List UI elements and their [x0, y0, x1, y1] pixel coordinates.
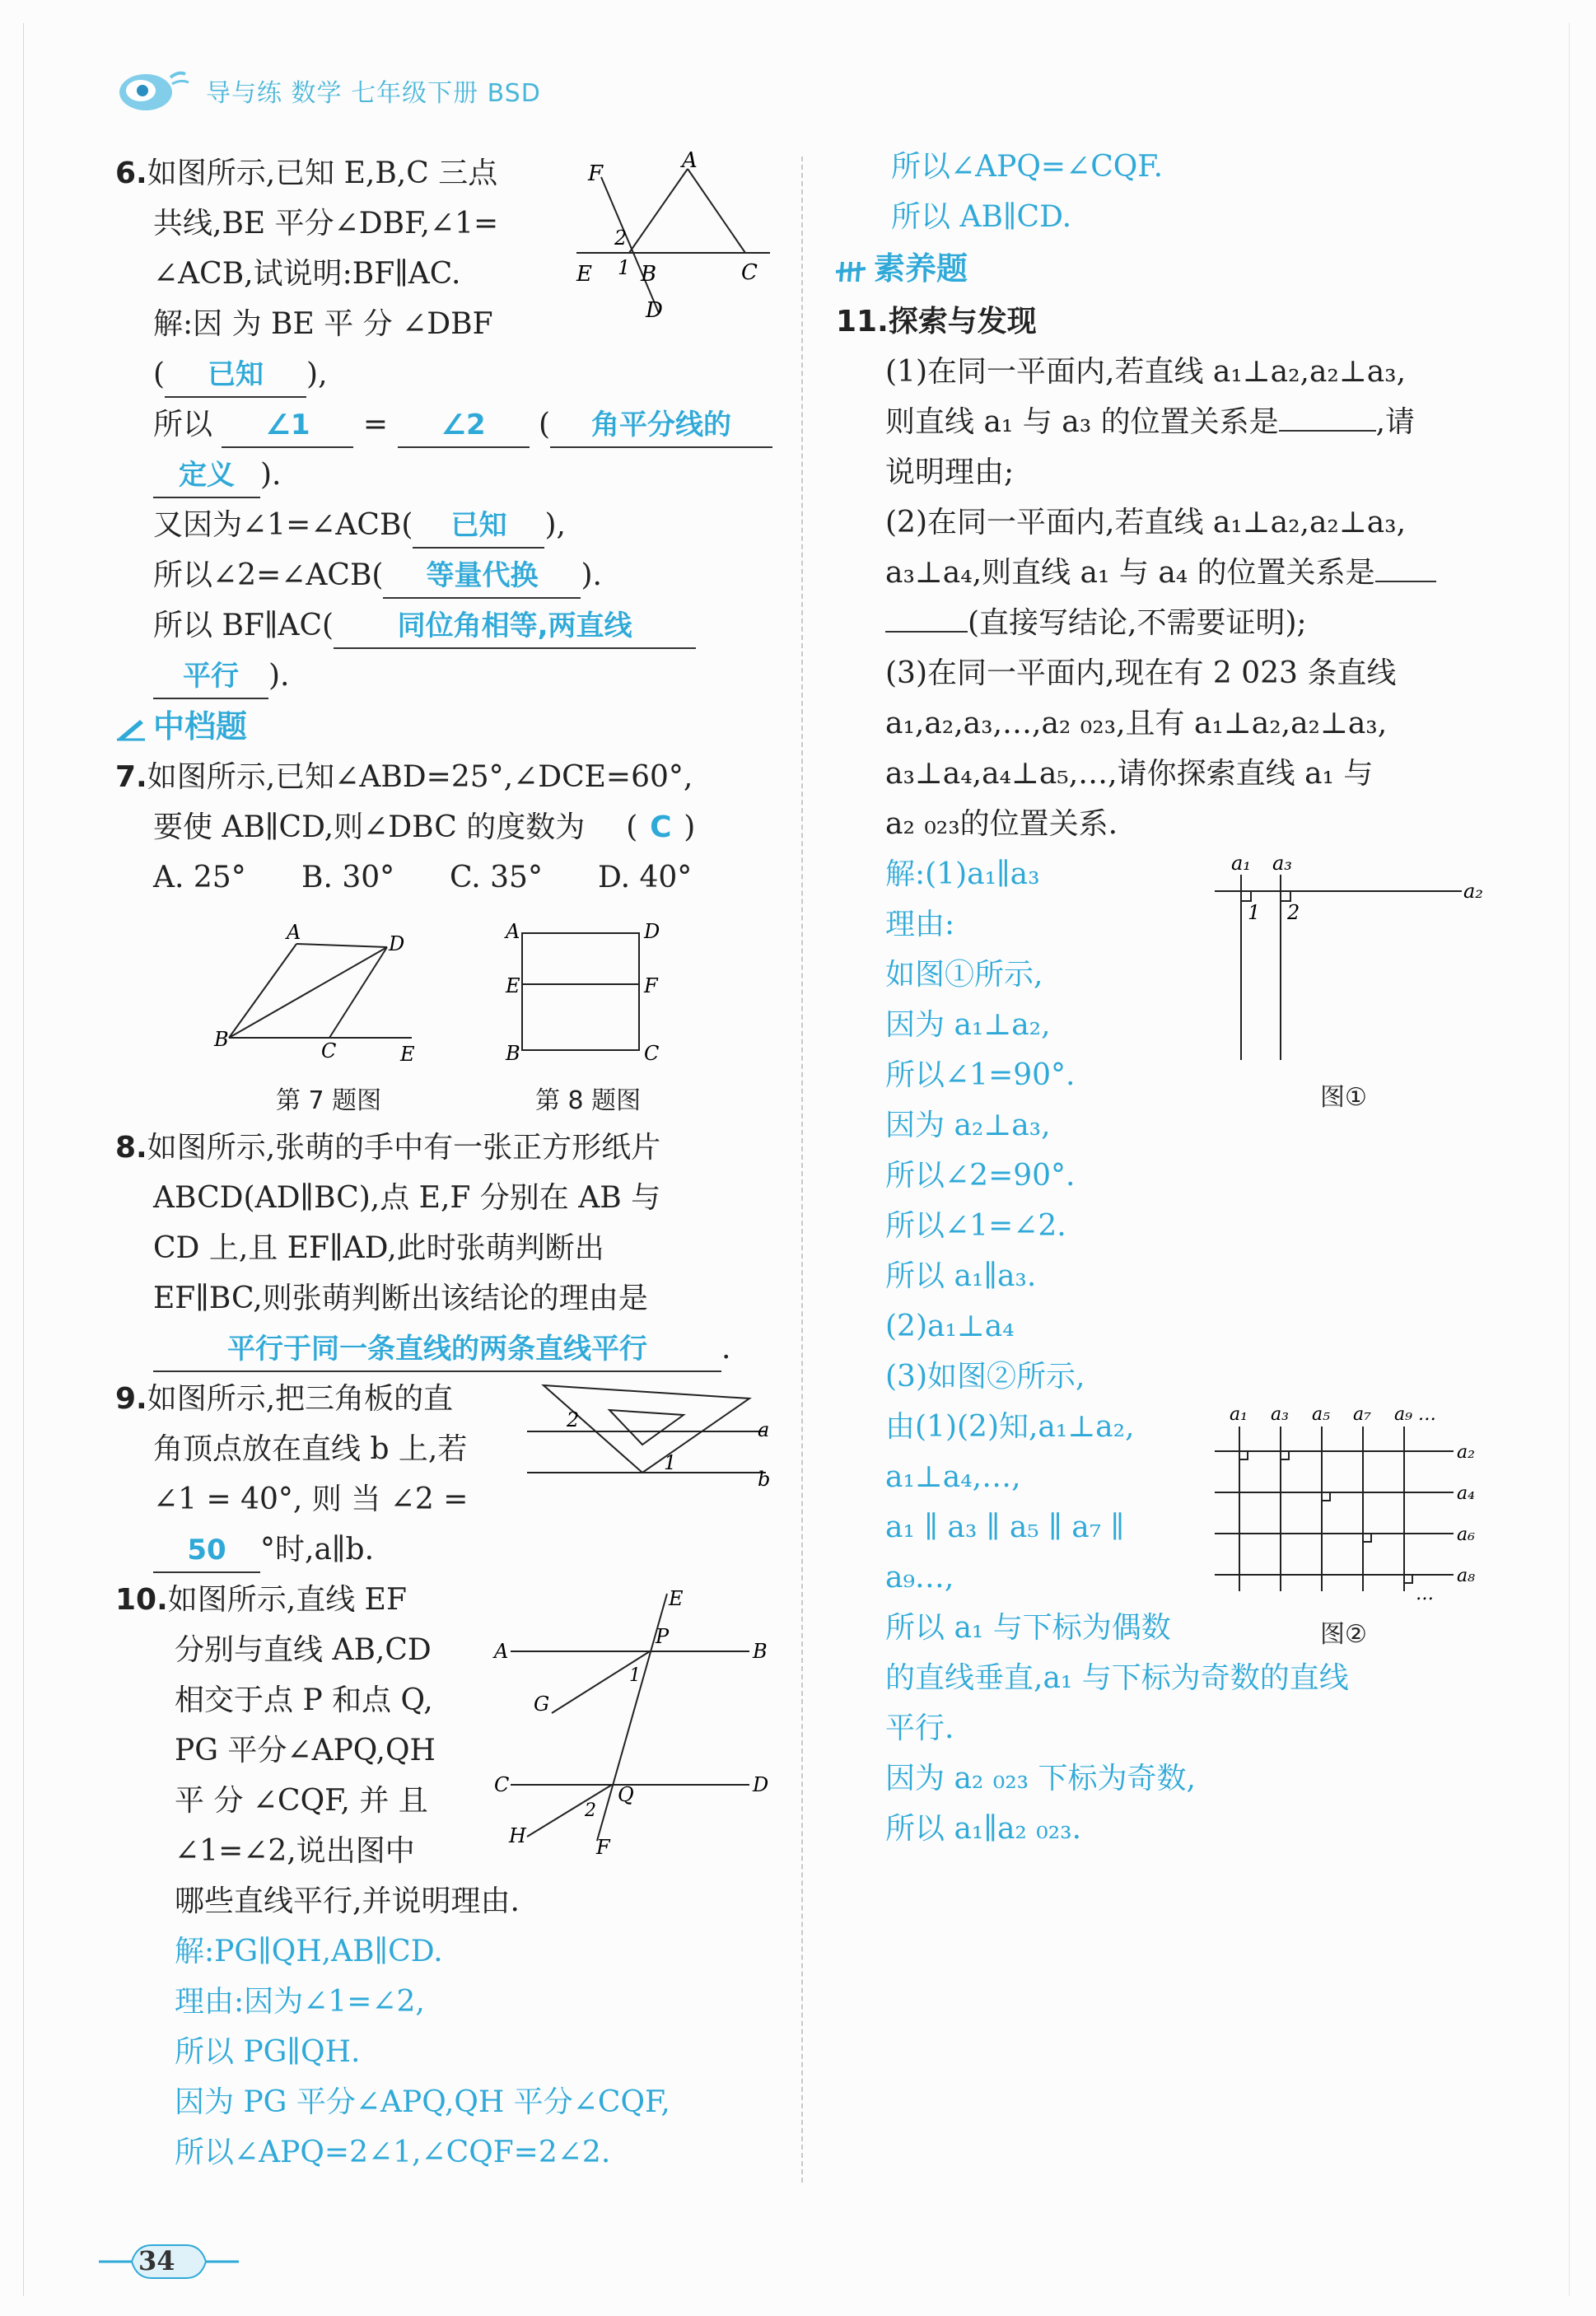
fig10-label-G: G — [534, 1693, 550, 1716]
q6-answer3: ∠2 — [398, 404, 530, 448]
q8-line3: CD 上,且 EF∥AD,此时张萌判断出 — [153, 1231, 604, 1265]
q11-p2-text3: (直接写结论,不需要证明); — [968, 606, 1307, 640]
fig10-label-P: P — [656, 1625, 670, 1648]
q6-answer6: 等量代换 — [383, 554, 581, 599]
q11-figure2 — [1206, 1402, 1486, 1608]
q10-line1 — [115, 1575, 407, 1625]
q7-line1 — [115, 752, 693, 802]
q11-p1-line3: 说明理由; — [885, 455, 1015, 489]
q8-line1 — [115, 1123, 660, 1173]
q11-p2-text2: a₃⊥a₄,则直线 a₁ 与 a₄ 的位置关系是 — [885, 556, 1375, 590]
q6-line1 — [115, 148, 497, 198]
fig2-label-a9: a₉ … — [1394, 1404, 1436, 1425]
q11-blank1 — [1279, 399, 1376, 432]
q11-sol11: (3)如图②所示, — [885, 1360, 1085, 1394]
header-title: 导与练 数学 七年级下册 BSD — [206, 79, 541, 108]
q11-sol20: 所以 a₁∥a₂ ₀₂₃. — [885, 1812, 1082, 1846]
q6-line6 — [153, 399, 772, 450]
q9-answer: 50 — [153, 1529, 260, 1573]
q8-end: . — [721, 1332, 731, 1366]
q11-sol3: 如图①所示, — [885, 958, 1043, 992]
section-mid-title — [115, 702, 247, 752]
q11-sol5: 所以∠1=90°. — [885, 1058, 1076, 1092]
q6-answer4a: 角平分线的 — [550, 404, 772, 448]
q7-figure — [214, 914, 415, 1067]
q7-options — [153, 852, 746, 903]
q7-option-d: D. 40° — [598, 861, 693, 894]
q6-eq: = — [362, 408, 389, 441]
q7-number: 7. — [115, 760, 147, 794]
q11-sol15: a₉…, — [885, 1561, 954, 1595]
q11-title: 探索与发现 — [888, 305, 1037, 339]
q6-close9: ). — [581, 558, 602, 592]
q8-line5 — [153, 1324, 730, 1374]
q11-sol8: 所以∠1=∠2. — [885, 1209, 1066, 1243]
page-number: 34 — [138, 2245, 175, 2276]
fig7-label-D: D — [389, 932, 405, 955]
q9-line4 — [153, 1525, 374, 1575]
q11-p3-line4: a₂ ₀₂₃的位置关系. — [885, 807, 1118, 841]
fig8-label-E: E — [506, 974, 520, 997]
hash-icon — [836, 259, 867, 283]
fig8-label-B: B — [506, 1042, 520, 1065]
q7-text1: 如图所示,已知∠ABD=25°,∠DCE=60°, — [147, 760, 693, 794]
fig10-label-C: C — [494, 1773, 510, 1796]
q10-continue2: 所以 AB∥CD. — [891, 200, 1072, 234]
q11-p3-line2: a₁,a₂,a₃,…,a₂ ₀₂₃,且有 a₁⊥a₂,a₂⊥a₃, — [885, 707, 1388, 740]
fig2-label-a2: a₂ — [1457, 1442, 1475, 1463]
fig6-label-1: 1 — [618, 256, 631, 279]
fig2-label-a4: a₄ — [1457, 1483, 1475, 1504]
q7-option-b: B. 30° — [301, 861, 395, 894]
fig9-label-b: b — [758, 1468, 771, 1491]
q6-close: ). — [260, 458, 282, 492]
fig9-label-a: a — [758, 1418, 770, 1441]
q6-answer2: ∠1 — [222, 404, 353, 448]
q10-line6: ∠1=∠2,说出图中 — [175, 1834, 415, 1868]
fig6-label-E: E — [576, 262, 592, 287]
q11-blank2b — [885, 600, 968, 633]
fig2-label-a6: a₆ — [1457, 1525, 1475, 1545]
q10-line4: PG 平分∠APQ,QH — [175, 1734, 436, 1767]
fig10-label-H: H — [509, 1824, 526, 1847]
fig10-label-F: F — [596, 1836, 610, 1859]
q11-p2-line3 — [885, 598, 1307, 648]
q10-solution1: 解:PG∥QH,AB∥CD. — [175, 1935, 443, 1968]
fig10-label-Q: Q — [618, 1783, 634, 1806]
q6-paren-close: ), — [306, 357, 328, 391]
q8-line4: EF∥BC,则张萌判断出该结论的理由是 — [153, 1282, 648, 1315]
q11-p3-line1: (3)在同一平面内,现在有 2 023 条直线 — [885, 656, 1397, 690]
fig7-label-B: B — [214, 1028, 229, 1051]
q10-number: 10. — [115, 1583, 168, 1617]
q6-answer7b: 平行 — [153, 655, 268, 699]
q11-blank2a — [1375, 549, 1436, 582]
fig2-label-a1: a₁ — [1230, 1404, 1248, 1425]
q6-line9 — [153, 550, 602, 600]
q9-number: 9. — [115, 1382, 147, 1416]
q6-line10 — [153, 600, 696, 651]
q6-line7 — [153, 450, 282, 500]
fig2-label-a8: a₈ — [1457, 1566, 1475, 1586]
fig2-label-dots: … — [1416, 1584, 1434, 1604]
q9-text1: 如图所示,把三角板的直 — [147, 1382, 454, 1416]
fig10-label-B: B — [753, 1640, 768, 1663]
fig10-label-2: 2 — [585, 1800, 596, 1821]
fig1-caption: 图① — [1320, 1083, 1367, 1112]
q11-sol9: 所以 a₁∥a₃. — [885, 1259, 1037, 1293]
q11-sol18: 平行. — [885, 1711, 954, 1745]
fig8-caption: 第 8 题图 — [535, 1086, 642, 1115]
q7-option-a: A. 25° — [153, 861, 246, 894]
q8-figure — [502, 918, 659, 1067]
q10-continue1: 所以∠APQ=∠CQF. — [891, 150, 1164, 184]
fig1-label-a3: a₃ — [1272, 852, 1292, 875]
q10-solution2: 理由:因为∠1=∠2, — [175, 1985, 425, 2019]
fig10-label-D: D — [753, 1773, 769, 1796]
q11-sol6: 因为 a₂⊥a₃, — [885, 1109, 1051, 1142]
q9-line1 — [115, 1374, 453, 1424]
q11-p1-text2-post: ,请 — [1375, 405, 1416, 439]
fig2-label-a5: a₅ — [1312, 1404, 1330, 1425]
q11-p2-line1: (2)在同一平面内,若直线 a₁⊥a₂,a₂⊥a₃, — [885, 506, 1407, 539]
q10-line5: 平 分 ∠CQF, 并 且 — [175, 1784, 428, 1818]
q11-p1-line1: (1)在同一平面内,若直线 a₁⊥a₂,a₂⊥a₃, — [885, 355, 1407, 389]
q6-paren2: ( — [539, 408, 551, 441]
q10-text1: 如图所示,直线 EF — [167, 1583, 407, 1617]
logo-icon — [111, 59, 194, 117]
fig6-label-B: B — [641, 262, 657, 287]
fig7-caption: 第 7 题图 — [276, 1086, 382, 1115]
q8-line2: ABCD(AD∥BC),点 E,F 分别在 AB 与 — [153, 1181, 661, 1215]
q10-line7: 哪些直线平行,并说明理由. — [175, 1884, 520, 1918]
q6-text8: 又因为∠1=∠ACB( — [153, 508, 413, 542]
q11-sol19: 因为 a₂ ₀₂₃ 下标为奇数, — [885, 1762, 1196, 1795]
q11-p2-line2 — [885, 548, 1436, 598]
fig8-label-C: C — [644, 1042, 660, 1065]
fig1-label-a2: a₂ — [1463, 880, 1483, 903]
q10-solution4: 因为 PG 平分∠APQ,QH 平分∠CQF, — [175, 2085, 670, 2119]
q9-text4: °时,a∥b. — [260, 1533, 375, 1567]
q6-text1: 如图所示,已知 E,B,C 三点 — [147, 156, 498, 190]
q6-line4: 解:因 为 BE 平 分 ∠DBF — [153, 307, 493, 341]
q9-line2: 角顶点放在直线 b 上,若 — [153, 1432, 468, 1466]
q11-sol1: 解:(1)a₁∥a₃ — [885, 857, 1040, 891]
column-divider — [801, 156, 803, 2183]
q7-line2 — [153, 802, 695, 852]
q6-close8: ), — [544, 508, 566, 542]
fig8-label-F: F — [644, 974, 658, 997]
section-literacy-title — [836, 244, 968, 294]
fig6-label-F: F — [588, 161, 604, 186]
fig10-label-1: 1 — [629, 1665, 641, 1686]
q7-option-c: C. 35° — [450, 861, 543, 894]
q11-sol2: 理由: — [885, 908, 955, 941]
q6-line2: 共线,BE 平分∠DBF,∠1= — [153, 207, 499, 240]
q7-paren-open: ( — [626, 810, 638, 844]
q8-answer: 平行于同一条直线的两条直线平行 — [153, 1328, 721, 1372]
q11-p1-line2 — [885, 397, 1415, 447]
q11-sol16: 所以 a₁ 与下标为偶数 — [885, 1611, 1171, 1645]
fig2-caption: 图② — [1320, 1620, 1367, 1649]
fig6-label-D: D — [646, 298, 663, 323]
q6-line5 — [153, 349, 328, 399]
fig1-label-1: 1 — [1248, 901, 1261, 924]
fig7-label-C: C — [321, 1039, 337, 1062]
q10-solution5: 所以∠APQ=2∠1,∠CQF=2∠2. — [175, 2136, 611, 2169]
q11-figure1 — [1206, 850, 1486, 1064]
fig6-label-C: C — [741, 260, 758, 285]
q9-figure — [527, 1384, 774, 1507]
q11-sol10: (2)a₁⊥a₄ — [885, 1310, 1015, 1343]
q11-heading — [836, 297, 1037, 347]
q6-line8 — [153, 500, 566, 550]
section-mid-label: 中档题 — [153, 708, 248, 745]
fig7-label-A: A — [287, 921, 301, 944]
q6-text9: 所以∠2=∠ACB( — [153, 558, 384, 592]
q7-answer: C — [650, 810, 672, 844]
q9-line3: ∠1 = 40°, 则 当 ∠2 = — [153, 1483, 469, 1516]
q7-text2: 要使 AB∥CD,则∠DBC 的度数为 — [153, 810, 586, 844]
q8-text1: 如图所示,张萌的手中有一张正方形纸片 — [147, 1131, 661, 1165]
q6-text10: 所以 BF∥AC( — [153, 609, 334, 642]
q6-line11 — [153, 651, 290, 701]
q6-answer5: 已知 — [413, 504, 544, 549]
q10-line3: 相交于点 P 和点 Q, — [175, 1683, 433, 1717]
q11-number: 11. — [836, 305, 889, 339]
q8-number: 8. — [115, 1131, 147, 1165]
q6-line3: ∠ACB,试说明:BF∥AC. — [153, 257, 461, 291]
q11-p1-text2: 则直线 a₁ 与 a₃ 的位置关系是 — [885, 405, 1279, 439]
q11-sol4: 因为 a₁⊥a₂, — [885, 1008, 1051, 1042]
fig9-label-1: 1 — [664, 1451, 677, 1474]
q6-so: 所以 — [153, 408, 213, 441]
fig8-label-D: D — [644, 920, 660, 943]
fig9-label-2: 2 — [567, 1408, 580, 1431]
q6-figure — [576, 148, 774, 325]
q10-line2: 分别与直线 AB,CD — [175, 1633, 432, 1667]
fig10-label-E: E — [669, 1587, 684, 1610]
fig2-label-a7: a₇ — [1353, 1404, 1371, 1425]
q6-answer1: 已知 — [165, 353, 306, 398]
fig1-label-a1: a₁ — [1231, 852, 1251, 875]
q6-number: 6. — [115, 156, 147, 190]
q11-sol13: a₁⊥a₄,…, — [885, 1460, 1021, 1494]
pencil-icon — [115, 717, 147, 741]
fig6-label-A: A — [682, 148, 698, 173]
q6-answer4b: 定义 — [153, 454, 260, 498]
q11-p3-line3: a₃⊥a₄,a₄⊥a₅,…,请你探索直线 a₁ 与 — [885, 757, 1374, 791]
q6-answer7a: 同位角相等,两直线 — [334, 605, 696, 649]
section-literacy-label: 素养题 — [874, 250, 968, 287]
q11-sol17: 的直线垂直,a₁ 与下标为奇数的直线 — [885, 1661, 1349, 1695]
q11-sol7: 所以∠2=90°. — [885, 1159, 1076, 1193]
q6-close11: ). — [268, 659, 290, 693]
fig1-label-2: 2 — [1287, 901, 1300, 924]
q10-figure — [494, 1585, 774, 1857]
q7-paren-close: ) — [684, 810, 696, 844]
q10-solution3: 所以 PG∥QH. — [175, 2035, 361, 2069]
fig7-label-E: E — [400, 1043, 415, 1066]
q6-paren: ( — [153, 357, 166, 391]
q11-sol14: a₁ ∥ a₃ ∥ a₅ ∥ a₇ ∥ — [885, 1511, 1125, 1544]
fig10-label-A: A — [494, 1640, 509, 1663]
fig2-label-a3: a₃ — [1271, 1404, 1289, 1425]
fig6-label-2: 2 — [614, 226, 628, 250]
q11-sol12: 由(1)(2)知,a₁⊥a₂, — [885, 1410, 1135, 1444]
fig8-label-A: A — [506, 920, 520, 943]
